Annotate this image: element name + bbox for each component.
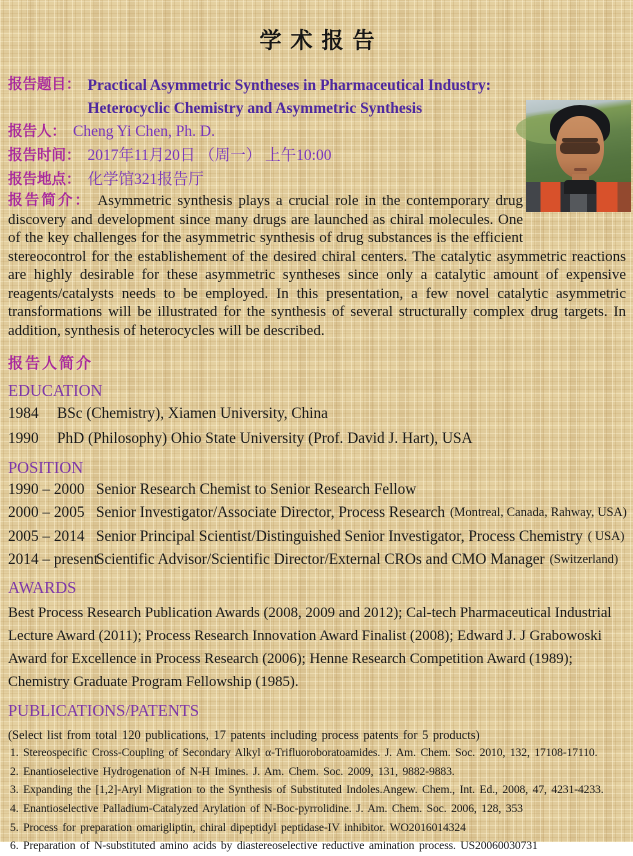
position-text: Senior Principal Scientist/Distinguished Senior Investigator, Process Chemistry — [96, 527, 583, 545]
abstract-label: 报告简介： — [8, 193, 92, 209]
awards-heading: AWARDS — [8, 578, 77, 598]
venue-label: 报告地点： — [8, 172, 81, 188]
publication-item: 2. Enantioselective Hydrogenation of N-H Imines. J. Am. Chem. Soc. 2009, 131, 9882-9883. — [10, 764, 455, 778]
time-value: 2017年11月20日 （周一） 上午10:00 — [87, 147, 332, 164]
position-years: 2014 – present — [8, 550, 99, 568]
publications-list — [8, 744, 626, 856]
venue-value: 化学馆321报告厅 — [87, 171, 204, 188]
awards-text: Best Process Research Publication Awards (2008, 2009 and 2012); Cal-tech Pharmaceutical Industrial Lecture Award (2011); Process Research Innovation Award Finalist (2008); Edward J. J Grabowoski Award for Excellence in Process Research (2006); Henne Research Competition Award (1989); Chemistry Graduate Program Fellowship (1985). — [8, 605, 612, 691]
publication-item: 5. Process for preparation omarigliptin, chiral dipeptidyl peptidase-IV inhibitor. WO2016014324 — [10, 820, 466, 834]
sunglasses-icon — [560, 142, 600, 154]
position-location: (Montreal, Canada, Rahway, USA) — [449, 505, 627, 520]
position-text: Senior Investigator/Associate Director, Process Research — [96, 504, 445, 522]
position-row — [8, 478, 626, 501]
photo-collar — [564, 180, 596, 194]
position-text: Senior Research Chemist to Senior Research Fellow — [96, 481, 417, 498]
education-text: BSc (Chemistry), Xiamen University, China — [57, 405, 328, 422]
photo-mouth — [574, 168, 587, 171]
position-years: 2000 – 2005 — [8, 504, 85, 522]
position-years: 1990 – 2000 — [8, 481, 85, 498]
position-list — [8, 478, 626, 571]
publication-item: 4. Enantioselective Palladium-Catalyzed Arylation of N-Boc-pyrrolidine. J. Am. Chem. Soc. 2006, 128, 353 — [10, 801, 523, 815]
position-row — [8, 525, 626, 548]
position-text: Scientific Advisor/Scientific Director/External CROs and CMO Manager — [96, 550, 545, 568]
speaker-label: 报告人： — [8, 124, 66, 140]
abstract-paragraph — [8, 192, 626, 340]
lecture-title-line1: Practical Asymmetric Syntheses in Pharmaceutical Industry: — [87, 77, 491, 94]
publications-note: (Select list from total 120 publications, 17 patents including process patents for 5 products) — [8, 728, 480, 743]
position-location: (Switzerland) — [549, 551, 619, 566]
publication-item: 6. Preparation of N-substituted amino acids by diastereoselective reductive amination process. US20060030731 — [10, 839, 538, 853]
publications-heading: PUBLICATIONS/PATENTS — [8, 701, 200, 721]
lecture-title-line2: Heterocyclic Chemistry and Asymmetric Synthesis — [87, 100, 423, 117]
speaker-name: Cheng Yi Chen, Ph. D. — [73, 123, 215, 140]
position-years: 2005 – 2014 — [8, 527, 85, 545]
position-row — [8, 501, 626, 524]
position-heading: POSITION — [8, 458, 84, 477]
page-title: 学术报告 — [259, 28, 384, 53]
publication-item: 3. Expanding the [1,2]-Aryl Migration to the Synthesis of Substituted Indoles.Angew. Chem., Int. Ed., 2008, 47, 4231-4233. — [10, 783, 604, 797]
lecture-title — [88, 74, 491, 120]
time-label: 报告时间： — [8, 148, 81, 164]
education-list — [8, 401, 626, 451]
speaker-photo — [526, 100, 631, 212]
abstract-text: Asymmetric synthesis plays a crucial role in the contemporary drug discovery and development since many drugs are launched as chiral molecules. One of the key challenges for the asymmetric synthesis of drug substances is the efficient stereocontrol for the establishement of the desired chiral centers. The catalytic asymmetric reactions are highly desirable for these asymmetric syntheses since only a catalytic amount of expensive reagents/catalysts needs to be employed. In this presentation, a few novel catalytic asymmetric transformations will be illustrated for the synthesis of several structurally complex drug targets. In addition, synthesis of heterocycles will be described. — [8, 193, 626, 339]
education-year: 1990 — [8, 430, 39, 447]
education-row — [8, 426, 626, 451]
publication-item: 1. Stereospecific Cross-Coupling of Secondary Alkyl α-Trifluoroboratoamides. J. Am. Chem. Soc. 2010, 132, 17108-17110. — [10, 746, 598, 760]
education-year: 1984 — [8, 405, 39, 422]
education-heading: EDUCATION — [8, 381, 103, 400]
position-row — [8, 548, 626, 571]
education-row — [8, 401, 626, 426]
position-location: ( USA) — [587, 528, 625, 543]
education-text: PhD (Philosophy) Ohio State University (Prof. David J. Hart), USA — [57, 430, 473, 447]
speaker-bio-heading: 报告人简介 — [8, 356, 94, 372]
title-label: 报告题目： — [8, 77, 81, 93]
